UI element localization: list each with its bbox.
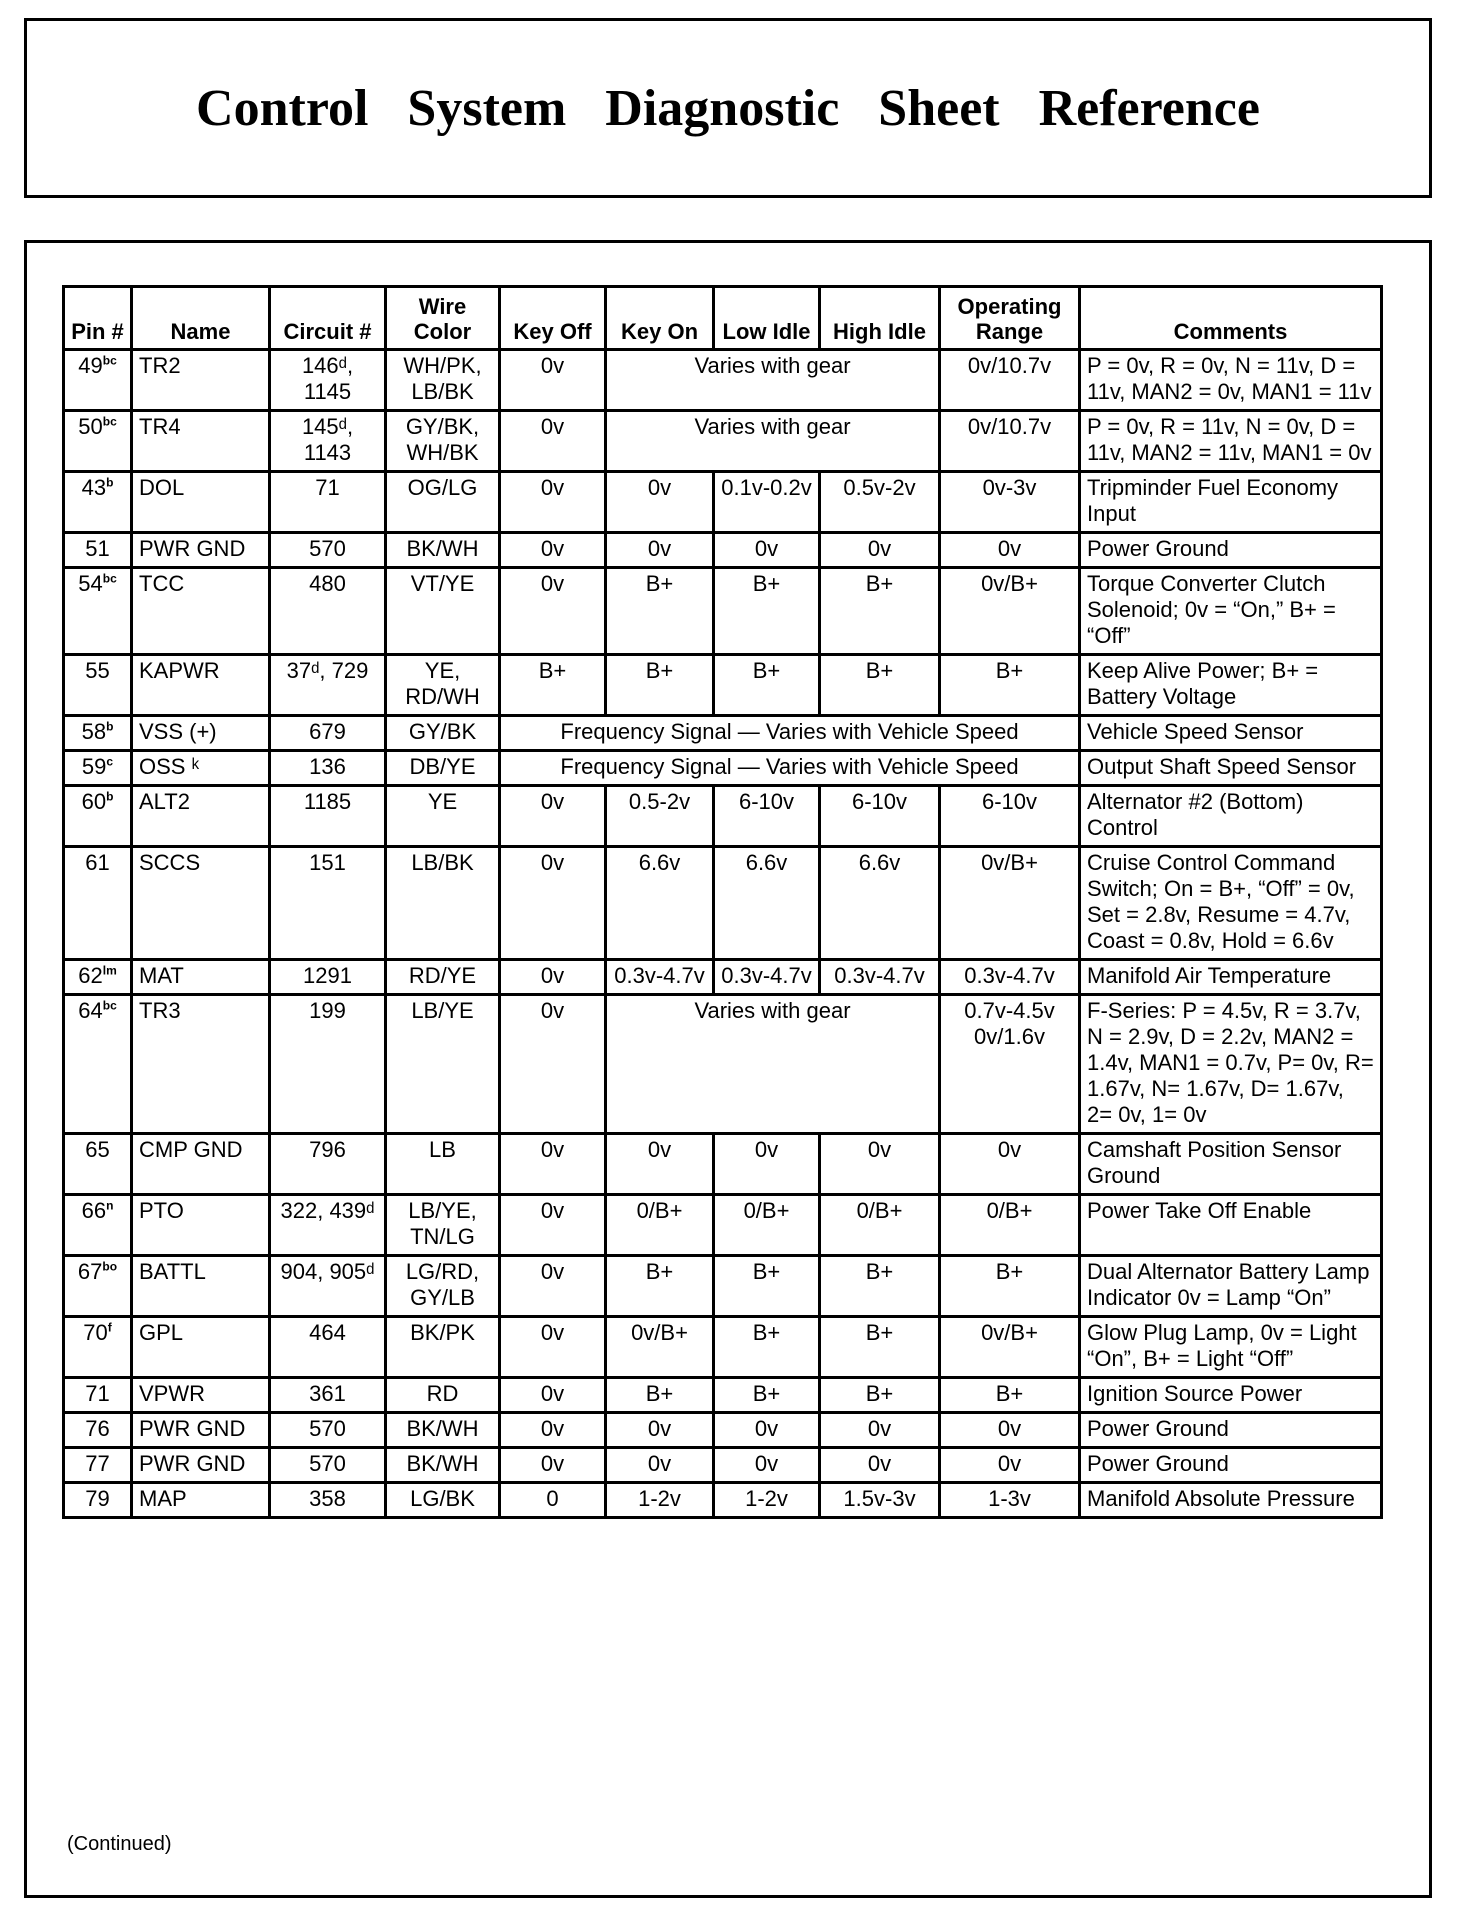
key-off-cell: 0v — [500, 1448, 606, 1483]
wire-color-cell: LB — [386, 1134, 500, 1195]
wire-color-cell: BK/PK — [386, 1317, 500, 1378]
name-cell: PWR GND — [132, 1413, 270, 1448]
wire-color-cell: BK/WH — [386, 1413, 500, 1448]
low-idle-cell: 0.1v-0.2v — [714, 472, 820, 533]
key-on-cell: 0/B+ — [606, 1195, 714, 1256]
key-on-cell: B+ — [606, 1378, 714, 1413]
high-idle-cell: 0.3v-4.7v — [820, 960, 940, 995]
comments-cell: Tripminder Fuel Economy Input — [1080, 472, 1382, 533]
name-cell: SCCS — [132, 847, 270, 960]
low-idle-cell: 0v — [714, 1448, 820, 1483]
operating-range-cell: 0.3v-4.7v — [940, 960, 1080, 995]
wire-color-cell: DB/YE — [386, 751, 500, 786]
circuit-cell: 37ᵈ, 729 — [270, 655, 386, 716]
comments-cell: Dual Alternator Battery Lamp Indicator 0v = Lamp “On” — [1080, 1256, 1382, 1317]
low-idle-cell: 0.3v-4.7v — [714, 960, 820, 995]
key-off-cell: 0v — [500, 411, 606, 472]
diagnostic-table — [62, 285, 1383, 1519]
key-off-cell: 0v — [500, 1195, 606, 1256]
table-row — [64, 1317, 1382, 1378]
key-off-cell: 0v — [500, 1378, 606, 1413]
name-cell: TR2 — [132, 350, 270, 411]
key-off-cell: 0v — [500, 1317, 606, 1378]
pin-cell — [64, 533, 132, 568]
pin-number: 70 — [83, 1320, 108, 1345]
pin-number: 58 — [81, 719, 107, 744]
col-header-low-idle: Low Idle — [714, 287, 820, 350]
name-cell: CMP GND — [132, 1134, 270, 1195]
key-off-cell: 0v — [500, 960, 606, 995]
table-row — [64, 1448, 1382, 1483]
name-cell: ALT2 — [132, 786, 270, 847]
pin-cell — [64, 568, 132, 655]
pin-number: 62 — [78, 963, 103, 988]
col-header-pin: Pin # — [64, 287, 132, 350]
comments-cell: Vehicle Speed Sensor — [1080, 716, 1382, 751]
title-box — [24, 18, 1432, 198]
name-cell: OSS ᵏ — [132, 751, 270, 786]
table-row — [64, 655, 1382, 716]
table-row — [64, 751, 1382, 786]
high-idle-cell: 0v — [820, 533, 940, 568]
diagnostic-sheet — [24, 240, 1432, 1898]
circuit-cell: 679 — [270, 716, 386, 751]
wire-color-cell: VT/YE — [386, 568, 500, 655]
table-row — [64, 716, 1382, 751]
operating-range-cell: 1-3v — [940, 1483, 1080, 1518]
name-cell: MAP — [132, 1483, 270, 1518]
comments-cell: Output Shaft Speed Sensor — [1080, 751, 1382, 786]
high-idle-cell: 0.5v-2v — [820, 472, 940, 533]
pin-number: 76 — [85, 1416, 110, 1441]
wire-color-cell: LG/BK — [386, 1483, 500, 1518]
pin-cell — [64, 786, 132, 847]
col-header-comments: Comments — [1080, 287, 1382, 350]
key-off-cell: 0v — [500, 568, 606, 655]
pin-number: 59 — [81, 754, 107, 779]
wire-color-cell: BK/WH — [386, 533, 500, 568]
name-cell: TR3 — [132, 995, 270, 1134]
comments-cell: Manifold Air Temperature — [1080, 960, 1382, 995]
comments-cell: P = 0v, R = 11v, N = 0v, D = 11v, MAN2 = 11v, MAN1 = 0v — [1080, 411, 1382, 472]
pin-cell — [64, 1256, 132, 1317]
pin-number: 61 — [85, 850, 110, 875]
key-off-cell: 0 — [500, 1483, 606, 1518]
low-idle-cell: 6-10v — [714, 786, 820, 847]
varies-with-gear-cell: Varies with gear — [606, 995, 940, 1134]
operating-range-cell: 0v — [940, 1413, 1080, 1448]
pin-footnote: bc — [102, 353, 117, 368]
table-row — [64, 1378, 1382, 1413]
key-off-cell: 0v — [500, 350, 606, 411]
pin-cell — [64, 472, 132, 533]
circuit-cell: 146ᵈ, 1145 — [270, 350, 386, 411]
high-idle-cell: 0v — [820, 1413, 940, 1448]
pin-number: 64 — [78, 998, 103, 1023]
comments-cell: Power Ground — [1080, 1448, 1382, 1483]
comments-cell: Torque Converter Clutch Solenoid; 0v = “On,” B+ = “Off” — [1080, 568, 1382, 655]
pin-cell — [64, 716, 132, 751]
pin-number: 77 — [85, 1451, 110, 1476]
operating-range-cell: 0v — [940, 1134, 1080, 1195]
comments-cell: Power Ground — [1080, 1413, 1382, 1448]
operating-range-cell: 0v — [940, 1448, 1080, 1483]
name-cell: MAT — [132, 960, 270, 995]
circuit-cell: 361 — [270, 1378, 386, 1413]
wire-color-cell: OG/LG — [386, 472, 500, 533]
key-off-cell: B+ — [500, 655, 606, 716]
pin-number: 66 — [81, 1198, 107, 1223]
operating-range-cell: 0v/B+ — [940, 847, 1080, 960]
circuit-cell: 480 — [270, 568, 386, 655]
high-idle-cell: 1.5v-3v — [820, 1483, 940, 1518]
table-row — [64, 568, 1382, 655]
circuit-cell: 464 — [270, 1317, 386, 1378]
name-cell: VSS (+) — [132, 716, 270, 751]
high-idle-cell: 0v — [820, 1448, 940, 1483]
key-off-cell: 0v — [500, 995, 606, 1134]
pin-number: 71 — [85, 1381, 110, 1406]
pin-cell — [64, 751, 132, 786]
pin-footnote: b — [106, 789, 114, 804]
low-idle-cell: 0v — [714, 1134, 820, 1195]
circuit-cell: 71 — [270, 472, 386, 533]
low-idle-cell: B+ — [714, 1256, 820, 1317]
operating-range-cell: 0v-3v — [940, 472, 1080, 533]
circuit-cell: 145ᵈ, 1143 — [270, 411, 386, 472]
wire-color-cell: LB/BK — [386, 847, 500, 960]
key-on-cell: 0v — [606, 472, 714, 533]
low-idle-cell: 1-2v — [714, 1483, 820, 1518]
table-header-row — [64, 287, 1382, 350]
table-row — [64, 411, 1382, 472]
pin-footnote: n — [106, 1198, 114, 1213]
low-idle-cell: B+ — [714, 568, 820, 655]
pin-footnote: c — [106, 754, 114, 769]
pin-cell — [64, 1134, 132, 1195]
circuit-cell: 358 — [270, 1483, 386, 1518]
varies-with-gear-cell: Varies with gear — [606, 411, 940, 472]
pin-number: 50 — [78, 414, 103, 439]
pin-footnote: b — [106, 475, 114, 490]
pin-footnote: bc — [102, 998, 117, 1013]
key-on-cell: 0v — [606, 1448, 714, 1483]
comments-cell: F-Series: P = 4.5v, R = 3.7v, N = 2.9v, D = 2.2v, MAN2 = 1.4v, MAN1 = 0.7v, P= 0v, R= 1.67v, N= 1.67v, D= 1.67v, 2= 0v, 1= 0v — [1080, 995, 1382, 1134]
operating-range-cell: 0.7v-4.5v 0v/1.6v — [940, 995, 1080, 1134]
pin-cell — [64, 655, 132, 716]
wire-color-cell: LB/YE, TN/LG — [386, 1195, 500, 1256]
key-on-cell: 0.5-2v — [606, 786, 714, 847]
circuit-cell: 1291 — [270, 960, 386, 995]
pin-number: 43 — [81, 475, 107, 500]
circuit-cell: 322, 439ᵈ — [270, 1195, 386, 1256]
high-idle-cell: 6.6v — [820, 847, 940, 960]
comments-cell: Power Ground — [1080, 533, 1382, 568]
comments-cell: Camshaft Position Sensor Ground — [1080, 1134, 1382, 1195]
comments-cell: Keep Alive Power; B+ = Battery Voltage — [1080, 655, 1382, 716]
circuit-cell: 904, 905ᵈ — [270, 1256, 386, 1317]
operating-range-cell: B+ — [940, 655, 1080, 716]
high-idle-cell: 6-10v — [820, 786, 940, 847]
table-row — [64, 1134, 1382, 1195]
continued-note: (Continued) — [67, 1833, 172, 1855]
key-on-cell: B+ — [606, 655, 714, 716]
pin-cell — [64, 1195, 132, 1256]
key-on-cell: 0v — [606, 1134, 714, 1195]
pin-cell — [64, 1317, 132, 1378]
pin-cell — [64, 350, 132, 411]
pin-number: 55 — [85, 658, 110, 683]
circuit-cell: 1185 — [270, 786, 386, 847]
frequency-signal-cell: Frequency Signal — Varies with Vehicle Speed — [500, 716, 1080, 751]
low-idle-cell: B+ — [714, 1317, 820, 1378]
table-row — [64, 350, 1382, 411]
col-header-operating-range: Operating Range — [940, 287, 1080, 350]
high-idle-cell: B+ — [820, 568, 940, 655]
high-idle-cell: B+ — [820, 1256, 940, 1317]
pin-cell — [64, 1448, 132, 1483]
pin-cell — [64, 1378, 132, 1413]
name-cell: PWR GND — [132, 533, 270, 568]
key-on-cell: 0.3v-4.7v — [606, 960, 714, 995]
key-on-cell: 6.6v — [606, 847, 714, 960]
pin-number: 51 — [85, 536, 110, 561]
name-cell: PWR GND — [132, 1448, 270, 1483]
col-header-key-off: Key Off — [500, 287, 606, 350]
col-header-wire-color: Wire Color — [386, 287, 500, 350]
high-idle-cell: 0/B+ — [820, 1195, 940, 1256]
wire-color-cell: BK/WH — [386, 1448, 500, 1483]
wire-color-cell: WH/PK, LB/BK — [386, 350, 500, 411]
operating-range-cell: 0/B+ — [940, 1195, 1080, 1256]
circuit-cell: 199 — [270, 995, 386, 1134]
varies-with-gear-cell: Varies with gear — [606, 350, 940, 411]
circuit-cell: 570 — [270, 1448, 386, 1483]
circuit-cell: 136 — [270, 751, 386, 786]
key-off-cell: 0v — [500, 1413, 606, 1448]
pin-number: 54 — [78, 571, 103, 596]
col-header-high-idle: High Idle — [820, 287, 940, 350]
high-idle-cell: B+ — [820, 1378, 940, 1413]
key-off-cell: 0v — [500, 533, 606, 568]
table-row — [64, 472, 1382, 533]
key-on-cell: 0v/B+ — [606, 1317, 714, 1378]
col-header-name: Name — [132, 287, 270, 350]
col-header-circuit: Circuit # — [270, 287, 386, 350]
operating-range-cell: 0v/B+ — [940, 568, 1080, 655]
key-on-cell: 0v — [606, 1413, 714, 1448]
operating-range-cell: 6-10v — [940, 786, 1080, 847]
pin-cell — [64, 1483, 132, 1518]
comments-cell: Ignition Source Power — [1080, 1378, 1382, 1413]
pin-cell — [64, 847, 132, 960]
pin-number: 60 — [81, 789, 107, 814]
wire-color-cell: YE, RD/WH — [386, 655, 500, 716]
operating-range-cell: B+ — [940, 1378, 1080, 1413]
low-idle-cell: B+ — [714, 655, 820, 716]
low-idle-cell: 0/B+ — [714, 1195, 820, 1256]
wire-color-cell: YE — [386, 786, 500, 847]
operating-range-cell: 0v/10.7v — [940, 411, 1080, 472]
wire-color-cell: RD — [386, 1378, 500, 1413]
comments-cell: Manifold Absolute Pressure — [1080, 1483, 1382, 1518]
table-body — [64, 350, 1382, 1518]
key-off-cell: 0v — [500, 472, 606, 533]
comments-cell: Power Take Off Enable — [1080, 1195, 1382, 1256]
pin-footnote: bo — [102, 1259, 118, 1274]
key-on-cell: B+ — [606, 568, 714, 655]
table-row — [64, 995, 1382, 1134]
circuit-cell: 796 — [270, 1134, 386, 1195]
comments-cell: P = 0v, R = 0v, N = 11v, D = 11v, MAN2 = 0v, MAN1 = 11v — [1080, 350, 1382, 411]
pin-number: 65 — [85, 1137, 110, 1162]
low-idle-cell: 0v — [714, 533, 820, 568]
key-off-cell: 0v — [500, 1256, 606, 1317]
pin-footnote: bc — [102, 414, 117, 429]
comments-cell: Cruise Control Command Switch; On = B+, “Off” = 0v, Set = 2.8v, Resume = 4.7v, Coast = 0.8v, Hold = 6.6v — [1080, 847, 1382, 960]
col-header-key-on: Key On — [606, 287, 714, 350]
low-idle-cell: B+ — [714, 1378, 820, 1413]
pin-footnote: f — [107, 1320, 112, 1335]
table-row — [64, 1483, 1382, 1518]
high-idle-cell: B+ — [820, 655, 940, 716]
pin-cell — [64, 1413, 132, 1448]
name-cell: TCC — [132, 568, 270, 655]
wire-color-cell: GY/BK, WH/BK — [386, 411, 500, 472]
operating-range-cell: 0v/B+ — [940, 1317, 1080, 1378]
name-cell: BATTL — [132, 1256, 270, 1317]
pin-cell — [64, 411, 132, 472]
pin-footnote: bc — [102, 571, 117, 586]
table-row — [64, 960, 1382, 995]
key-on-cell: B+ — [606, 1256, 714, 1317]
table-row — [64, 1413, 1382, 1448]
low-idle-cell: 6.6v — [714, 847, 820, 960]
wire-color-cell: GY/BK — [386, 716, 500, 751]
table-row — [64, 1256, 1382, 1317]
circuit-cell: 570 — [270, 1413, 386, 1448]
key-off-cell: 0v — [500, 786, 606, 847]
comments-cell: Glow Plug Lamp, 0v = Light “On”, B+ = Light “Off” — [1080, 1317, 1382, 1378]
table-row — [64, 533, 1382, 568]
name-cell: GPL — [132, 1317, 270, 1378]
circuit-cell: 151 — [270, 847, 386, 960]
high-idle-cell: 0v — [820, 1134, 940, 1195]
table-row — [64, 1195, 1382, 1256]
table-row — [64, 786, 1382, 847]
name-cell: KAPWR — [132, 655, 270, 716]
wire-color-cell: RD/YE — [386, 960, 500, 995]
high-idle-cell: B+ — [820, 1317, 940, 1378]
table-row — [64, 847, 1382, 960]
operating-range-cell: 0v/10.7v — [940, 350, 1080, 411]
wire-color-cell: LB/YE — [386, 995, 500, 1134]
pin-number: 67 — [77, 1259, 103, 1284]
wire-color-cell: LG/RD, GY/LB — [386, 1256, 500, 1317]
name-cell: PTO — [132, 1195, 270, 1256]
pin-footnote: b — [106, 719, 114, 734]
name-cell: VPWR — [132, 1378, 270, 1413]
key-on-cell: 1-2v — [606, 1483, 714, 1518]
circuit-cell: 570 — [270, 533, 386, 568]
name-cell: DOL — [132, 472, 270, 533]
frequency-signal-cell: Frequency Signal — Varies with Vehicle Speed — [500, 751, 1080, 786]
low-idle-cell: 0v — [714, 1413, 820, 1448]
page-title: Control System Diagnostic Sheet Reference — [196, 79, 1260, 137]
pin-number: 79 — [85, 1486, 110, 1511]
pin-number: 49 — [78, 353, 103, 378]
operating-range-cell: B+ — [940, 1256, 1080, 1317]
pin-cell — [64, 995, 132, 1134]
pin-footnote: lm — [102, 963, 117, 978]
comments-cell: Alternator #2 (Bottom) Control — [1080, 786, 1382, 847]
name-cell: TR4 — [132, 411, 270, 472]
key-off-cell: 0v — [500, 1134, 606, 1195]
key-on-cell: 0v — [606, 533, 714, 568]
key-off-cell: 0v — [500, 847, 606, 960]
pin-cell — [64, 960, 132, 995]
operating-range-cell: 0v — [940, 533, 1080, 568]
